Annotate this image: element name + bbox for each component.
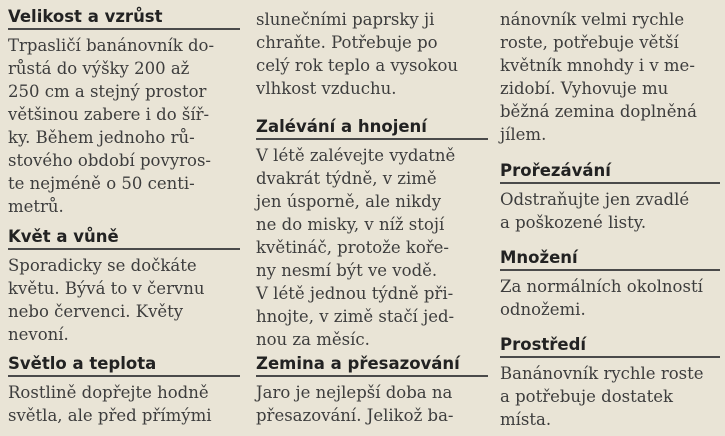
- section-heading: Prostředí: [500, 334, 720, 358]
- section-body: [500, 184, 720, 234]
- text-line: stového období povyros-: [8, 151, 212, 170]
- section-watering-and-fertilizing: [256, 116, 488, 351]
- text-line: květu. Bývá to v červnu: [8, 279, 205, 298]
- text-line: Banánovník rychle roste: [500, 364, 704, 383]
- text-line: 250 cm a stejný prostor: [8, 82, 207, 101]
- section-heading: Zalévání a hnojení: [256, 116, 488, 140]
- text-line: ny nesmí být ve vodě.: [256, 261, 438, 280]
- text-line: Za normálních okolností: [500, 277, 703, 296]
- text-line: světla, ale před přímými: [8, 406, 212, 425]
- text-line: Odstraňujte jen zvadlé: [500, 190, 690, 209]
- text-line: a poškozené listy.: [500, 213, 647, 232]
- section-environment: [500, 334, 720, 431]
- text-line: celý rok teplo a vysokou: [256, 56, 459, 75]
- text-line: většinou zabere i do šíř-: [8, 105, 210, 124]
- section-flower-and-scent: [8, 226, 240, 346]
- section-body: [500, 358, 720, 431]
- text-line: místa.: [500, 410, 552, 429]
- text-line: jen úsporně, ale nikdy: [256, 192, 442, 211]
- text-line: metrů.: [8, 197, 64, 216]
- section-light-and-temperature: [8, 353, 240, 427]
- text-line: květník mnohdy i v me-: [500, 56, 695, 75]
- text-line: ne do misky, v níž stojí: [256, 215, 445, 234]
- text-line: chraňte. Potřebuje po: [256, 33, 438, 52]
- section-body: [8, 377, 240, 427]
- text-line: a potřebuje dostatek: [500, 387, 674, 406]
- text-line: květináč, protože koře-: [256, 238, 449, 257]
- text-line: nou za měsíc.: [256, 330, 370, 349]
- section-propagation: [500, 247, 720, 321]
- text-line: Jaro je nejlepší doba na: [256, 383, 453, 402]
- text-line: nebo červenci. Květy: [8, 302, 184, 321]
- text-line: nánovník velmi rychle: [500, 10, 685, 29]
- section-size-and-growth: [8, 6, 240, 218]
- text-line: růstá do výšky 200 až: [8, 59, 190, 78]
- section-heading: Světlo a teplota: [8, 353, 240, 377]
- section-heading: Množení: [500, 247, 720, 271]
- text-line: roste, potřebuje větší: [500, 33, 679, 52]
- section-heading: Zemina a přesazování: [256, 353, 488, 377]
- text-line: jílem.: [500, 125, 547, 144]
- text-line: nevoní.: [8, 325, 69, 344]
- section-heading: Velikost a vzrůst: [8, 6, 240, 30]
- section-body: [256, 140, 488, 351]
- text-line: V létě zalévejte vydatně: [256, 146, 456, 165]
- continued-text: [256, 8, 488, 100]
- text-line: te nejméně o 50 centi-: [8, 174, 195, 193]
- text-line: V létě jednou týdně při-: [256, 284, 454, 303]
- section-body: [256, 377, 488, 427]
- section-heading: Květ a vůně: [8, 226, 240, 250]
- text-line: zidobí. Vyhovuje mu: [500, 79, 669, 98]
- text-line: běžná zemina doplněná: [500, 102, 698, 121]
- continued-text: [500, 8, 720, 146]
- section-pruning: [500, 160, 720, 234]
- text-line: ky. Během jednoho rů-: [8, 128, 195, 147]
- text-line: odnožemi.: [500, 300, 586, 319]
- section-body: [8, 30, 240, 218]
- text-line: dvakrát týdně, v zimě: [256, 169, 437, 188]
- section-soil-and-repotting: [256, 353, 488, 427]
- text-line: přesazování. Jelikož ba-: [256, 406, 454, 425]
- section-heading: Prořezávání: [500, 160, 720, 184]
- text-line: Trpasličí banánovník do-: [8, 36, 215, 55]
- text-line: hnojte, v zimě stačí jed-: [256, 307, 455, 326]
- text-line: vlhkost vzduchu.: [256, 79, 397, 98]
- text-line: slunečními paprsky ji: [256, 10, 435, 29]
- section-body: [8, 250, 240, 346]
- text-line: Rostlině dopřejte hodně: [8, 383, 209, 402]
- text-line: Sporadicky se dočkáte: [8, 256, 197, 275]
- section-body: [500, 271, 720, 321]
